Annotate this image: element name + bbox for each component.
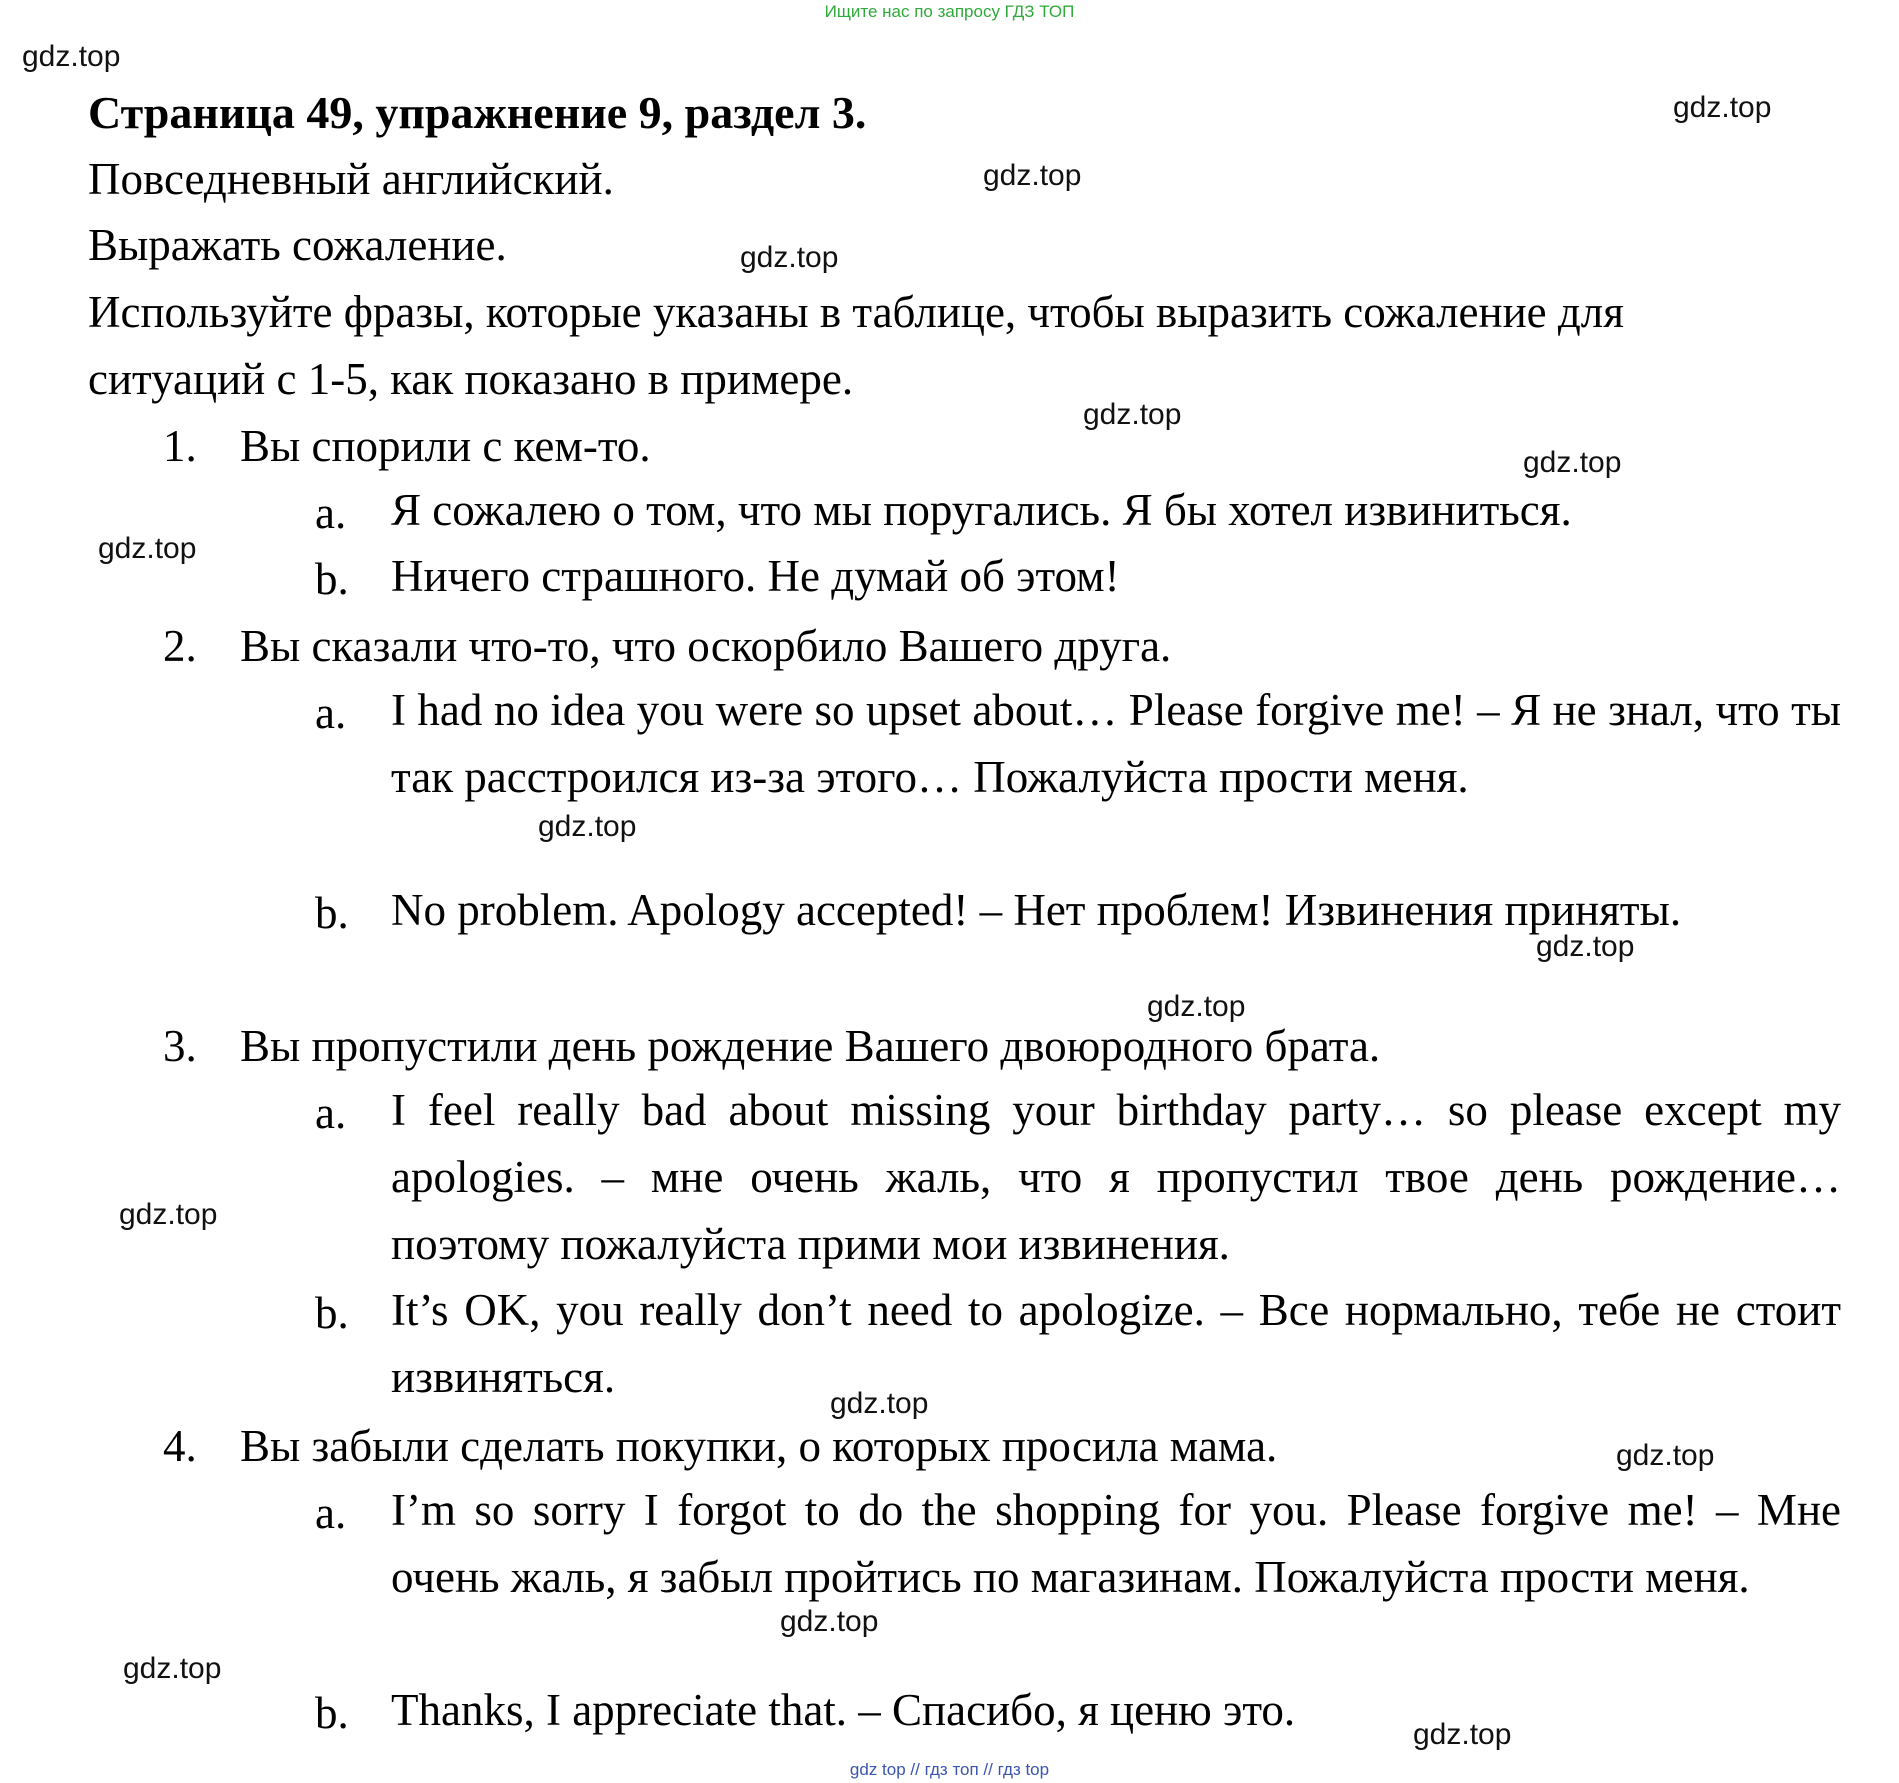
- item-number: 3.: [163, 1021, 197, 1071]
- page-title: Страница 49, упражнение 9, раздел 3.: [88, 87, 867, 138]
- watermark: gdz.top: [1523, 446, 1622, 479]
- watermark: gdz.top: [119, 1198, 218, 1231]
- watermark: gdz.top: [1413, 1718, 1512, 1751]
- watermark: gdz.top: [1147, 990, 1246, 1023]
- watermark: gdz.top: [538, 810, 637, 843]
- response-text: Я сожалею о том, что мы поругались. Я бы хотел извиниться.: [391, 485, 1572, 535]
- sub-letter: b.: [315, 554, 349, 604]
- sub-letter: b.: [315, 888, 349, 938]
- watermark: gdz.top: [740, 241, 839, 274]
- watermark: gdz.top: [780, 1605, 879, 1638]
- watermark: gdz.top: [1083, 398, 1182, 431]
- sub-letter: a.: [315, 688, 347, 738]
- instruction-line-1: Используйте фразы, которые указаны в таблице, чтобы выразить сожаление для: [88, 287, 1624, 337]
- watermark: gdz.top: [1673, 91, 1772, 124]
- top-banner-link[interactable]: Ищите нас по запросу ГДЗ ТОП: [824, 2, 1075, 21]
- watermark: gdz.top: [1536, 930, 1635, 963]
- situation-text: Вы сказали что-то, что оскорбило Вашего друга.: [240, 621, 1172, 671]
- sub-letter: b.: [315, 1688, 349, 1738]
- footer-links[interactable]: gdz top // гдз топ // гдз top: [849, 1760, 1050, 1779]
- instruction-line-2: ситуаций с 1-5, как показано в примере.: [88, 354, 854, 404]
- response-text: Ничего страшного. Не думай об этом!: [391, 551, 1120, 601]
- item-number: 1.: [163, 421, 197, 471]
- response-text: It’s OK, you really don’t need to apologize. – Все нормально, тебе не стоит извиняться.: [391, 1285, 1841, 1402]
- watermark: gdz.top: [98, 532, 197, 565]
- response-text: I had no idea you were so upset about… Please forgive me! – Я не знал, что ты так расстроился из-за этого… Пожалуйста прости меня.: [391, 685, 1841, 802]
- watermark: gdz.top: [983, 159, 1082, 192]
- watermark: gdz.top: [123, 1652, 222, 1685]
- sub-letter: a.: [315, 1088, 347, 1138]
- watermark: gdz.top: [830, 1387, 929, 1420]
- item-number: 2.: [163, 621, 197, 671]
- situation-text: Вы пропустили день рождение Вашего двоюродного брата.: [240, 1021, 1381, 1071]
- response-text: I feel really bad about missing your birthday party… so please except my apologies. – мне очень жаль, что я пропустил твое день рождение… поэтому пожалуйста прими мои извинения.: [391, 1085, 1841, 1269]
- sub-letter: b.: [315, 1288, 349, 1338]
- situation-text: Вы забыли сделать покупки, о которых просила мама.: [240, 1421, 1278, 1471]
- situation-text: Вы спорили с кем-то.: [240, 421, 651, 471]
- sub-letter: a.: [315, 488, 347, 538]
- response-text: No problem. Apology accepted! – Нет проблем! Извинения приняты.: [391, 885, 1682, 935]
- response-text: I’m so sorry I forgot to do the shopping for you. Please forgive me! – Мне очень жаль, я забыл пройтись по магазинам. Пожалуйста прости меня.: [391, 1485, 1841, 1602]
- watermark: gdz.top: [1616, 1439, 1715, 1472]
- subtitle-expressing-regret: Выражать сожаление.: [88, 220, 507, 270]
- sub-letter: a.: [315, 1488, 347, 1538]
- item-number: 4.: [163, 1421, 197, 1471]
- response-text: Thanks, I appreciate that. – Спасибо, я ценю это.: [391, 1685, 1296, 1735]
- watermark: gdz.top: [22, 40, 121, 73]
- subtitle-everyday-english: Повседневный английский.: [88, 154, 614, 204]
